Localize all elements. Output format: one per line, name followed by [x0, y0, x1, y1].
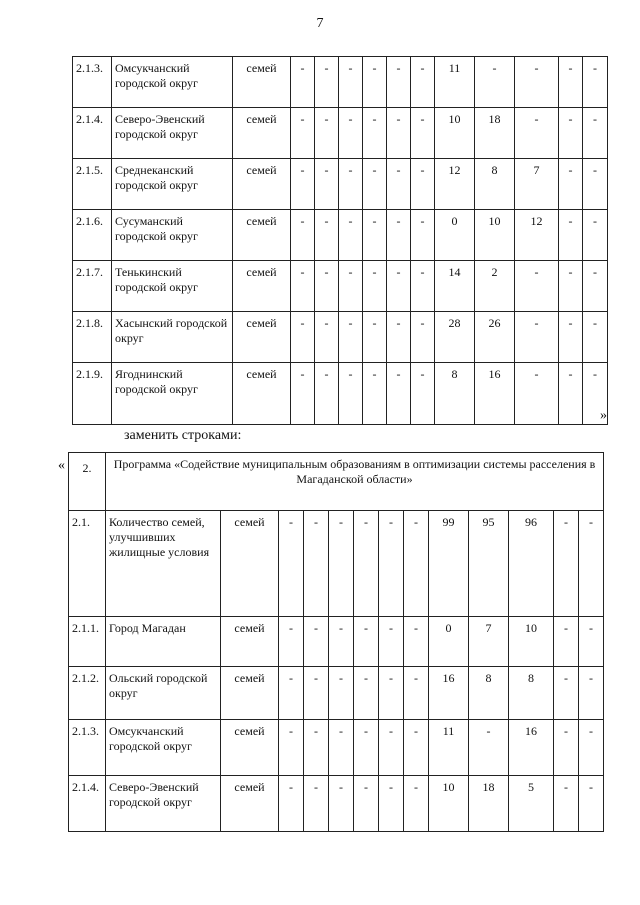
value-cell: -: [404, 617, 429, 667]
value-cell: 8: [435, 363, 475, 425]
value-cell: -: [339, 210, 363, 261]
row-name: Северо-Эвенский городской округ: [106, 776, 221, 832]
value-cell: 8: [475, 159, 515, 210]
value-cell: -: [579, 617, 604, 667]
value-cell: 8: [469, 667, 509, 720]
table-row: [69, 511, 604, 617]
value-cell: -: [315, 159, 339, 210]
value-cell: -: [329, 511, 354, 617]
value-cell: -: [329, 720, 354, 776]
value-cell: -: [354, 720, 379, 776]
value-cell: -: [579, 511, 604, 617]
value-cell: -: [583, 159, 608, 210]
value-cell: -: [387, 108, 411, 159]
value-cell: -: [315, 312, 339, 363]
value-cell: -: [339, 159, 363, 210]
row-number: 2.1.: [69, 511, 106, 617]
value-cell: 0: [435, 210, 475, 261]
value-cell: -: [304, 667, 329, 720]
program-number: 2.: [69, 453, 106, 511]
row-unit: семей: [221, 720, 279, 776]
value-cell: 99: [429, 511, 469, 617]
opening-quote: «: [58, 458, 65, 473]
value-cell: 10: [429, 776, 469, 832]
table-row: [73, 210, 608, 261]
value-cell: 7: [515, 159, 559, 210]
value-cell: -: [339, 108, 363, 159]
row-number: 2.1.8.: [73, 312, 112, 363]
value-cell: -: [304, 720, 329, 776]
value-cell: -: [583, 57, 608, 108]
row-number: 2.1.1.: [69, 617, 106, 667]
value-cell: 0: [429, 617, 469, 667]
value-cell: -: [329, 776, 354, 832]
page-number: 7: [316, 16, 324, 31]
row-unit: семей: [233, 363, 291, 425]
value-cell: -: [291, 108, 315, 159]
value-cell: -: [279, 667, 304, 720]
value-cell: -: [279, 720, 304, 776]
value-cell: -: [411, 363, 435, 425]
value-cell: -: [515, 57, 559, 108]
value-cell: -: [411, 159, 435, 210]
table-row: [69, 776, 604, 832]
value-cell: -: [354, 617, 379, 667]
row-unit: семей: [221, 511, 279, 617]
row-name: Тенькинский городской округ: [112, 261, 233, 312]
row-name: Ягоднинский городской округ: [112, 363, 233, 425]
table-new-rows: [68, 452, 604, 832]
table-row: [69, 720, 604, 776]
value-cell: 11: [435, 57, 475, 108]
value-cell: 16: [475, 363, 515, 425]
row-unit: семей: [233, 261, 291, 312]
row-name: Омсукчанский городской округ: [106, 720, 221, 776]
table-row: [69, 667, 604, 720]
value-cell: 12: [435, 159, 475, 210]
value-cell: -: [559, 312, 583, 363]
value-cell: -: [291, 210, 315, 261]
value-cell: -: [387, 57, 411, 108]
value-cell: -: [339, 57, 363, 108]
value-cell: -: [583, 363, 608, 425]
value-cell: -: [515, 363, 559, 425]
value-cell: -: [291, 57, 315, 108]
value-cell: -: [404, 511, 429, 617]
value-cell: -: [411, 210, 435, 261]
value-cell: 5: [509, 776, 554, 832]
value-cell: -: [379, 776, 404, 832]
row-unit: семей: [233, 159, 291, 210]
row-number: 2.1.7.: [73, 261, 112, 312]
value-cell: -: [339, 363, 363, 425]
row-number: 2.1.6.: [73, 210, 112, 261]
value-cell: 10: [509, 617, 554, 667]
value-cell: -: [363, 261, 387, 312]
table-row: [73, 108, 608, 159]
table-row: [73, 363, 608, 425]
value-cell: 7: [469, 617, 509, 667]
value-cell: -: [559, 108, 583, 159]
value-cell: -: [559, 57, 583, 108]
value-cell: 16: [429, 667, 469, 720]
value-cell: -: [354, 776, 379, 832]
value-cell: 26: [475, 312, 515, 363]
value-cell: -: [329, 617, 354, 667]
value-cell: 16: [509, 720, 554, 776]
value-cell: -: [404, 776, 429, 832]
value-cell: -: [559, 210, 583, 261]
value-cell: 12: [515, 210, 559, 261]
value-cell: -: [404, 667, 429, 720]
value-cell: -: [363, 363, 387, 425]
value-cell: 28: [435, 312, 475, 363]
value-cell: 10: [435, 108, 475, 159]
value-cell: -: [583, 108, 608, 159]
value-cell: -: [387, 312, 411, 363]
value-cell: 95: [469, 511, 509, 617]
table-row: [73, 312, 608, 363]
value-cell: -: [583, 261, 608, 312]
value-cell: -: [315, 108, 339, 159]
value-cell: -: [315, 57, 339, 108]
value-cell: 10: [475, 210, 515, 261]
value-cell: -: [515, 108, 559, 159]
value-cell: -: [304, 511, 329, 617]
value-cell: -: [329, 667, 354, 720]
value-cell: -: [315, 261, 339, 312]
row-number: 2.1.5.: [73, 159, 112, 210]
value-cell: -: [279, 617, 304, 667]
value-cell: -: [363, 159, 387, 210]
value-cell: -: [315, 210, 339, 261]
value-cell: 11: [429, 720, 469, 776]
value-cell: -: [411, 57, 435, 108]
value-cell: 2: [475, 261, 515, 312]
value-cell: -: [404, 720, 429, 776]
row-unit: семей: [233, 312, 291, 363]
program-row: [69, 453, 604, 511]
row-unit: семей: [221, 667, 279, 720]
value-cell: -: [304, 776, 329, 832]
value-cell: -: [291, 159, 315, 210]
value-cell: -: [379, 667, 404, 720]
value-cell: -: [411, 261, 435, 312]
row-name: Ольский городской округ: [106, 667, 221, 720]
value-cell: -: [363, 210, 387, 261]
value-cell: -: [583, 312, 608, 363]
value-cell: -: [363, 312, 387, 363]
value-cell: -: [339, 312, 363, 363]
table-row: [73, 57, 608, 108]
value-cell: -: [554, 617, 579, 667]
row-unit: семей: [221, 776, 279, 832]
value-cell: -: [579, 667, 604, 720]
row-name: Омсукчанский городской округ: [112, 57, 233, 108]
row-unit: семей: [221, 617, 279, 667]
value-cell: -: [411, 108, 435, 159]
value-cell: -: [354, 667, 379, 720]
value-cell: -: [279, 511, 304, 617]
value-cell: -: [515, 261, 559, 312]
value-cell: -: [291, 363, 315, 425]
value-cell: 14: [435, 261, 475, 312]
program-title: Программа «Содействие муниципальным образованиям в оптимизации системы расселения в Магаданской области»: [106, 453, 604, 511]
value-cell: -: [554, 667, 579, 720]
value-cell: -: [304, 617, 329, 667]
row-name: Северо-Эвенский городской округ: [112, 108, 233, 159]
row-number: 2.1.9.: [73, 363, 112, 425]
row-number: 2.1.4.: [69, 776, 106, 832]
value-cell: -: [554, 511, 579, 617]
value-cell: -: [379, 617, 404, 667]
value-cell: -: [559, 159, 583, 210]
value-cell: -: [291, 261, 315, 312]
value-cell: -: [315, 363, 339, 425]
value-cell: -: [579, 776, 604, 832]
row-name: Количество семей, улучшивших жилищные условия: [106, 511, 221, 617]
value-cell: -: [379, 720, 404, 776]
value-cell: -: [279, 776, 304, 832]
row-name: Среднеканский городской округ: [112, 159, 233, 210]
value-cell: -: [469, 720, 509, 776]
value-cell: -: [291, 312, 315, 363]
value-cell: -: [475, 57, 515, 108]
replace-instruction: заменить строками:: [124, 428, 242, 443]
row-name: Сусуманский городской округ: [112, 210, 233, 261]
value-cell: -: [363, 108, 387, 159]
value-cell: -: [411, 312, 435, 363]
row-unit: семей: [233, 210, 291, 261]
value-cell: -: [379, 511, 404, 617]
table-old-rows: [72, 56, 608, 425]
row-number: 2.1.3.: [73, 57, 112, 108]
value-cell: -: [363, 57, 387, 108]
row-unit: семей: [233, 57, 291, 108]
value-cell: -: [387, 261, 411, 312]
row-number: 2.1.3.: [69, 720, 106, 776]
table-row: [73, 261, 608, 312]
value-cell: -: [387, 210, 411, 261]
value-cell: -: [354, 511, 379, 617]
row-number: 2.1.2.: [69, 667, 106, 720]
closing-quote: »: [600, 408, 607, 423]
row-number: 2.1.4.: [73, 108, 112, 159]
value-cell: -: [387, 159, 411, 210]
value-cell: -: [579, 720, 604, 776]
value-cell: 96: [509, 511, 554, 617]
value-cell: 18: [469, 776, 509, 832]
row-unit: семей: [233, 108, 291, 159]
value-cell: 18: [475, 108, 515, 159]
table-row: [69, 617, 604, 667]
value-cell: -: [554, 720, 579, 776]
row-name: Хасынский городской округ: [112, 312, 233, 363]
value-cell: -: [515, 312, 559, 363]
table-row: [73, 159, 608, 210]
value-cell: -: [554, 776, 579, 832]
row-name: Город Магадан: [106, 617, 221, 667]
value-cell: -: [387, 363, 411, 425]
value-cell: -: [583, 210, 608, 261]
value-cell: -: [559, 363, 583, 425]
value-cell: -: [339, 261, 363, 312]
value-cell: -: [559, 261, 583, 312]
value-cell: 8: [509, 667, 554, 720]
